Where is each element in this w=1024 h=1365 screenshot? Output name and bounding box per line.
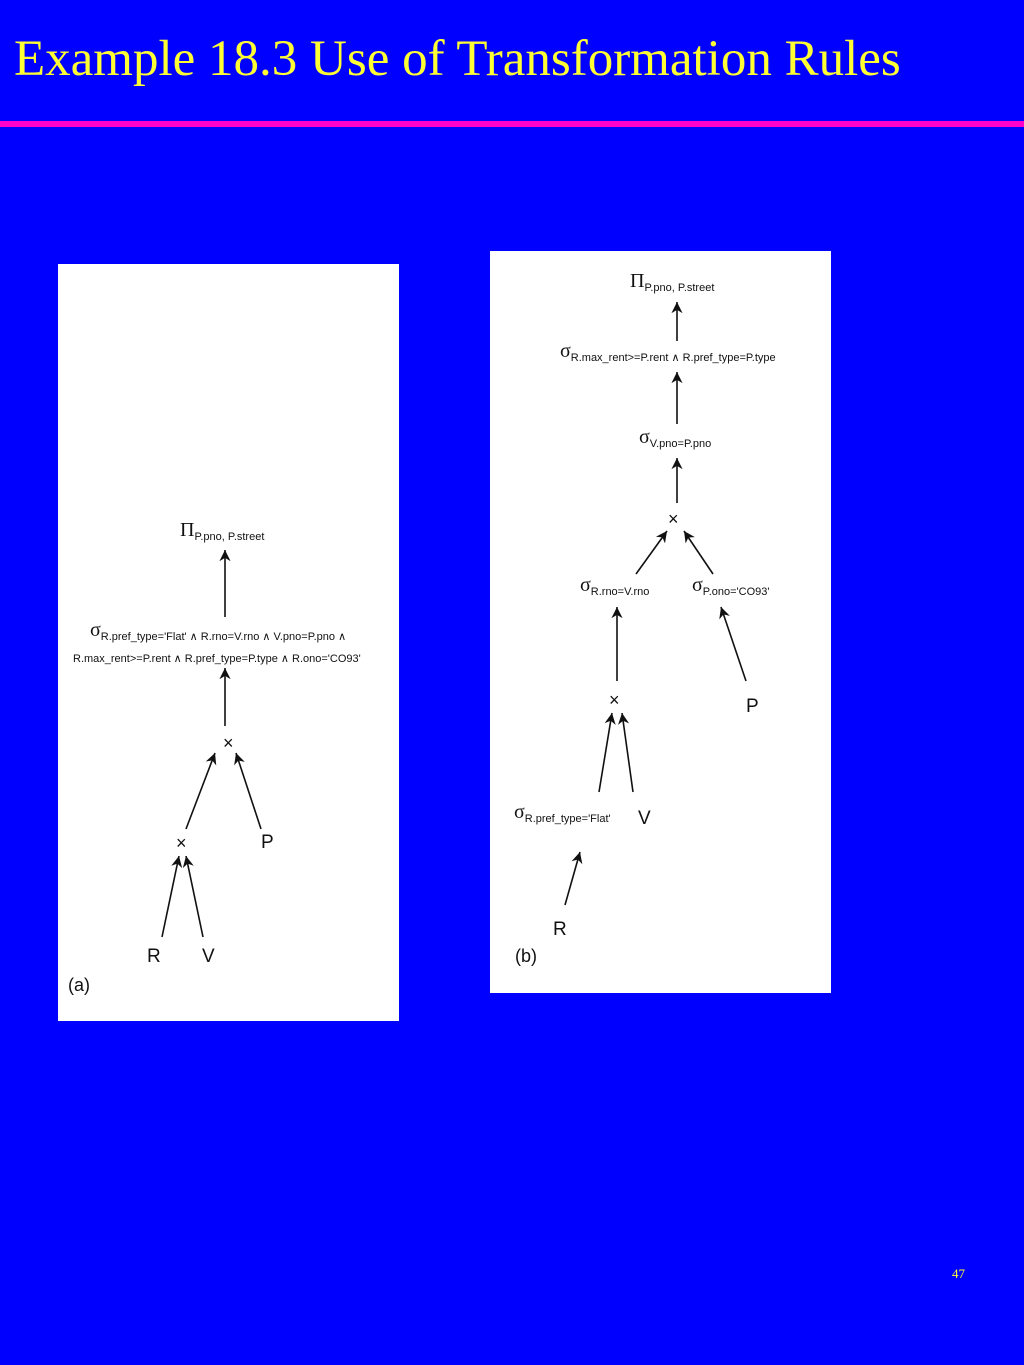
page-number: 47 — [952, 1266, 965, 1281]
tree-b-edge-ono-product — [684, 531, 713, 574]
tree-b-projection-symbol: Π — [630, 270, 645, 292]
tree-b-edge-v-lower-product — [622, 713, 633, 792]
tree-a-edge-v-lower — [186, 856, 203, 937]
tree-a-edge-p-upper — [236, 753, 261, 829]
tree-b-selection-rent-node — [560, 340, 776, 364]
tree-b-lower-product: × — [609, 690, 620, 710]
tree-b-selection-flat-symbol: σ — [514, 801, 525, 823]
tree-b-leaf-v: V — [638, 808, 651, 829]
tree-a-selection-subscript-line2: R.max_rent>=P.rent ∧ R.pref_type=P.type ∧ R.ono='CO93' — [73, 653, 361, 665]
slide-title: Example 18.3 Use of Transformation Rules — [14, 31, 901, 87]
tree-a-lower-product: × — [176, 833, 187, 853]
tree-b-selection-pno-symbol: σ — [639, 426, 650, 448]
tree-a-upper-product: × — [223, 733, 234, 753]
tree-a-leaf-r: R — [147, 946, 161, 967]
tree-b-leaf-p: P — [746, 696, 759, 717]
tree-b-upper-product: × — [668, 509, 679, 529]
tree-b-selection-ono-symbol: σ — [692, 574, 703, 596]
tree-b-selection-rno-symbol: σ — [580, 574, 591, 596]
tree-b-selection-ono-node — [692, 574, 769, 598]
tree-a-edge-lower-product-upper — [186, 753, 215, 829]
tree-a-selection-node — [90, 619, 346, 643]
tree-b-edge-r-flat — [565, 852, 580, 905]
tree-a-selection-subscript-line1: R.pref_type='Flat' ∧ R.rno=V.rno ∧ V.pno=P.pno ∧ — [100, 631, 347, 643]
tree-a-selection-symbol: σ — [90, 619, 101, 641]
tree-b-leaf-r: R — [553, 919, 567, 940]
tree-a-leaf-v: V — [202, 946, 215, 967]
tree-b-selection-rno-node — [580, 574, 649, 598]
tree-b-selection-rent-subscript: R.max_rent>=P.rent ∧ R.pref_type=P.type — [570, 352, 776, 364]
tree-b-selection-rent-symbol: σ — [560, 340, 571, 362]
tree-a-projection-node — [180, 519, 264, 543]
tree-b-selection-flat-node — [514, 801, 611, 825]
tree-b-selection-rno-subscript: R.rno=V.rno — [590, 586, 650, 598]
tree-b-panel — [490, 251, 831, 993]
tree-b-selection-pno-node — [639, 426, 711, 450]
tree-a-label: (a) — [68, 975, 90, 995]
tree-a-panel — [58, 264, 399, 1021]
tree-a-projection-subscript: P.pno, P.street — [194, 531, 265, 543]
tree-a-projection-symbol: Π — [180, 519, 195, 541]
tree-b-selection-pno-subscript: V.pno=P.pno — [649, 438, 712, 450]
tree-b-edge-rno-product — [636, 531, 667, 574]
tree-b-selection-flat-subscript: R.pref_type='Flat' — [524, 813, 611, 825]
tree-b-label: (b) — [515, 946, 537, 966]
tree-b-edge-p-ono — [721, 607, 746, 681]
tree-a-diagram — [58, 264, 399, 1021]
title-divider — [0, 121, 1024, 127]
tree-a-leaf-p: P — [261, 832, 274, 853]
tree-b-selection-ono-subscript: P.ono='CO93' — [702, 586, 770, 598]
tree-b-diagram — [490, 251, 831, 993]
tree-b-projection-subscript: P.pno, P.street — [644, 282, 715, 294]
tree-b-projection-node — [630, 270, 714, 294]
tree-b-edge-flat-lower-product — [599, 713, 612, 792]
tree-a-edge-r-lower — [162, 856, 179, 937]
